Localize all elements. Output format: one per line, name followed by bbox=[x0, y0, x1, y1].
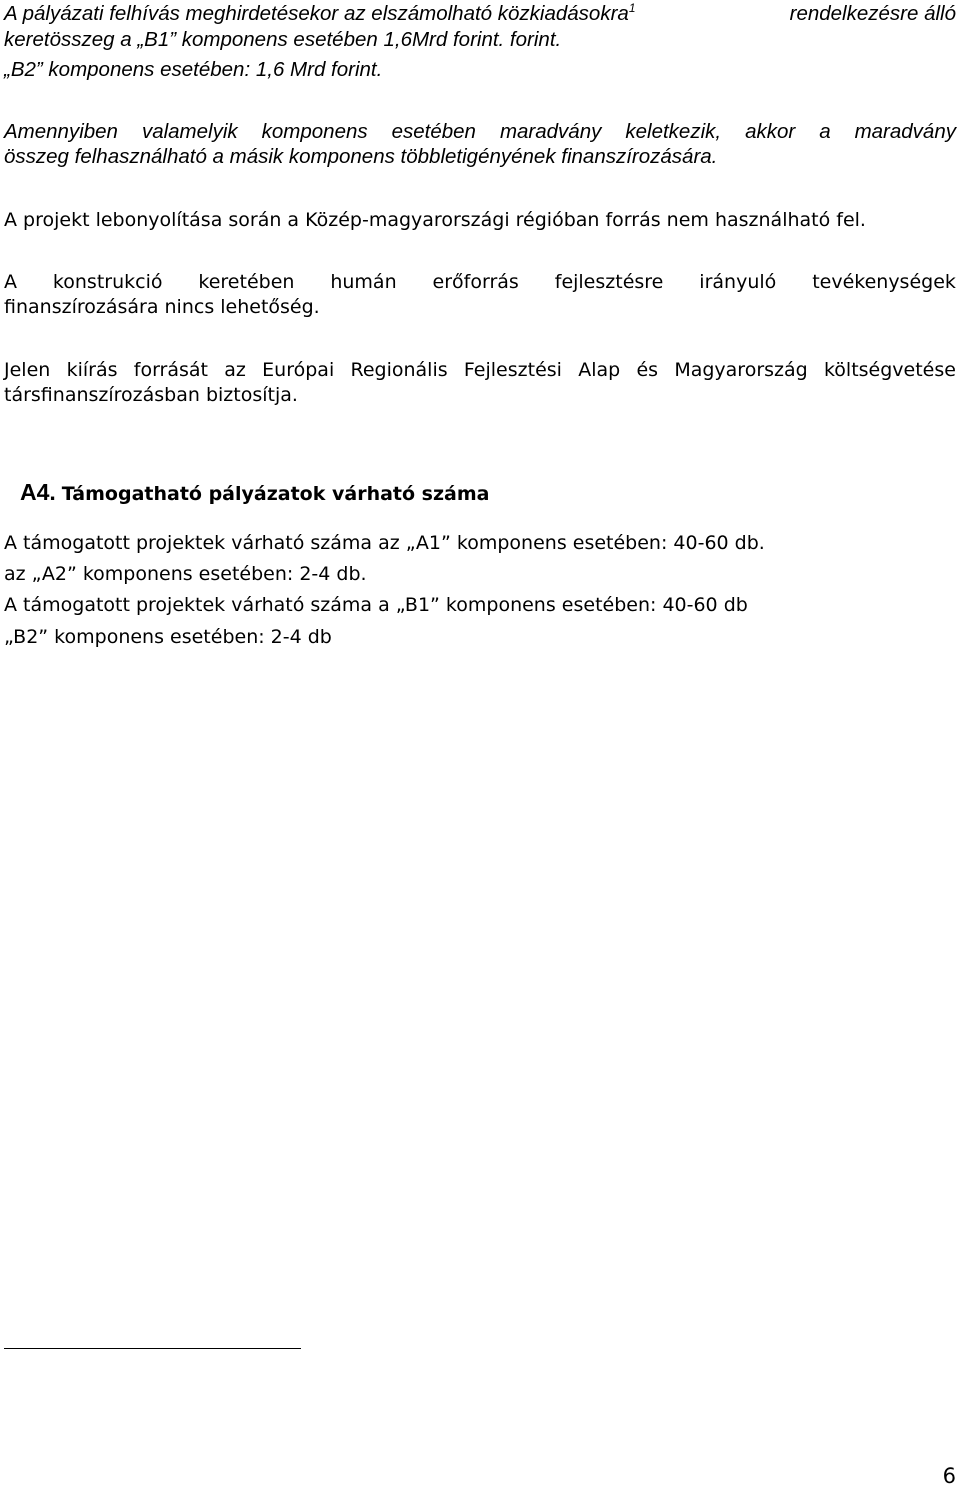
word: esetében bbox=[391, 120, 476, 143]
paragraph-5-line-1 bbox=[4, 358, 956, 382]
word: keletkezik, bbox=[625, 120, 722, 143]
page-number: 6 bbox=[942, 1464, 956, 1488]
paragraph-5-line-2: társfinanszírozásban biztosítja. bbox=[4, 384, 298, 406]
footnote-separator bbox=[4, 1348, 301, 1349]
word: keretében bbox=[198, 271, 295, 293]
section-heading bbox=[20, 478, 489, 509]
section-line-1: A támogatott projektek várható száma az „A1” komponens esetében: 40-60 db. bbox=[4, 532, 765, 554]
word: valamelyik bbox=[141, 120, 238, 143]
section-line-4: „B2” komponens esetében: 2-4 db bbox=[4, 626, 332, 648]
paragraph-4-line-2: finanszírozására nincs lehetőség. bbox=[4, 296, 320, 318]
paragraph-1-line-1-start: A pályázati felhívás meghirdetésekor az elszámolható közkiadásokra$^1$ bbox=[4, 1, 636, 25]
section-line-2: az „A2” komponens esetében: 2-4 db. bbox=[4, 563, 367, 585]
section-title: Támogatható pályázatok várható száma bbox=[61, 483, 490, 505]
word: a bbox=[819, 120, 831, 143]
word: maradvány bbox=[854, 120, 956, 143]
paragraph-3-line-1: A projekt lebonyolítása során a Közép-magyarországi régióban forrás nem használható fel. bbox=[4, 209, 866, 231]
word: tevékenységek bbox=[812, 271, 956, 293]
word: költségvetése bbox=[823, 359, 956, 381]
word: A bbox=[4, 271, 17, 293]
paragraph-1-line-2: keretösszeg a „B1” komponens esetében 1,6Mrd forint. forint. bbox=[4, 28, 562, 51]
word: komponens bbox=[261, 120, 368, 143]
paragraph-2-line-2: összeg felhasználható a másik komponens többletigényének finanszírozására. bbox=[4, 145, 718, 168]
word: erőforrás bbox=[432, 271, 519, 293]
word: Regionális bbox=[350, 359, 448, 381]
word: Alap bbox=[578, 359, 621, 381]
paragraph-1-line-1 bbox=[4, 2, 956, 26]
word: Európai bbox=[262, 359, 335, 381]
word: irányuló bbox=[699, 271, 777, 293]
word: forrását bbox=[133, 359, 209, 381]
word: humán bbox=[330, 271, 397, 293]
word: és bbox=[636, 359, 659, 381]
word: fejlesztésre bbox=[554, 271, 664, 293]
word: maradvány bbox=[499, 120, 602, 143]
word: az bbox=[224, 359, 246, 381]
word: Jelen bbox=[4, 359, 51, 381]
word: Fejlesztési bbox=[463, 359, 562, 381]
section-number: A4. bbox=[20, 479, 56, 505]
word: kiírás bbox=[66, 359, 118, 381]
paragraph-1-line-1-end: rendelkezésre álló bbox=[789, 2, 956, 25]
paragraph-1-line-3: „B2” komponens esetében: 1,6 Mrd forint. bbox=[4, 58, 383, 81]
paragraph-2-line-1 bbox=[4, 120, 956, 144]
word: Amennyiben bbox=[4, 120, 118, 143]
paragraph-4-line-1 bbox=[4, 270, 956, 294]
section-line-3: A támogatott projektek várható száma a „B1” komponens esetében: 40-60 db bbox=[4, 594, 748, 616]
footnote-reference: 1 bbox=[628, 1, 636, 16]
word: akkor bbox=[745, 120, 796, 143]
word: konstrukció bbox=[52, 271, 163, 293]
word: Magyarország bbox=[674, 359, 808, 381]
